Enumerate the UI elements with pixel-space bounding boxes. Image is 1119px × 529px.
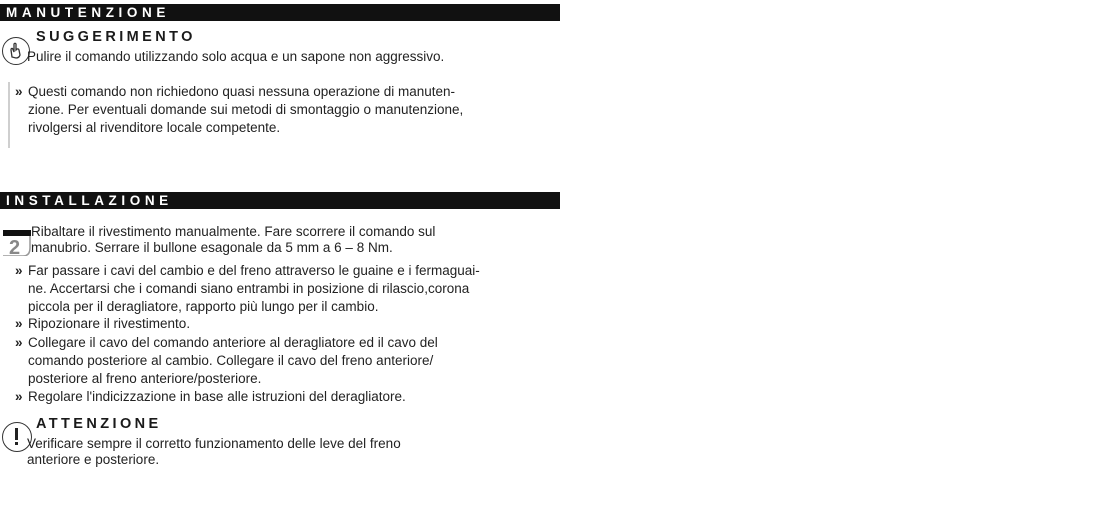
warning-text — [27, 436, 401, 468]
bullet: » — [15, 389, 23, 404]
maintenance-divider — [8, 82, 10, 148]
install-bullet-2 — [15, 315, 190, 333]
install-bullet-1-line-2: ne. Accertarsi che i comandi siano entrambi in posizione di rilascio,corona — [28, 281, 470, 296]
install-bullet-4-line-1: Regolare l'indicizzazione in base alle istruzioni del deragliatore. — [28, 389, 406, 404]
maintenance-line-3: rivolgersi al rivenditore locale competente. — [28, 120, 281, 135]
warning-title: ATTENZIONE — [36, 416, 162, 432]
maintenance-tip — [2, 29, 557, 73]
bullet: » — [15, 316, 23, 331]
maintenance-heading: MANUTENZIONE — [0, 4, 560, 21]
warning-line-2: anteriore e posteriore. — [27, 452, 160, 467]
installation-step-text — [31, 224, 435, 256]
step-number-2 — [3, 230, 27, 256]
svg-text:2: 2 — [9, 237, 21, 256]
install-bullet-1-line-1: Far passare i cavi del cambio e del freno attraverso le guaine e i fermaguai- — [28, 263, 480, 278]
install-bullet-3-line-2: comando posteriore al cambio. Collegare il cavo del freno anteriore/ — [28, 353, 434, 368]
step-line-1: Ribaltare il rivestimento manualmente. Fare scorrere il comando sul — [31, 224, 436, 239]
install-bullet-1 — [15, 262, 480, 316]
install-bullet-2-line-1: Ripozionare il rivestimento. — [28, 316, 191, 331]
bullet: » — [15, 263, 23, 278]
warning-line-1: Verificare sempre il corretto funzionamento delle leve del freno — [27, 436, 401, 451]
installation-step — [3, 225, 558, 261]
step-line-2: manubrio. Serrare il bullone esagonale da 5 mm a 6 – 8 Nm. — [31, 240, 393, 255]
install-bullet-3-line-3: posteriore al freno anteriore/posteriore. — [28, 371, 262, 386]
installation-warning — [2, 416, 557, 529]
maintenance-paragraph — [15, 83, 463, 137]
maintenance-line-1: Questi comando non richiedono quasi nessuna operazione di manuten- — [28, 84, 456, 99]
maintenance-tip-title: SUGGERIMENTO — [36, 29, 196, 45]
maintenance-line-2: zione. Per eventuali domande sui metodi di smontaggio o manutenzione, — [28, 102, 464, 117]
install-bullet-3 — [15, 334, 438, 388]
hand-pointer-icon — [2, 37, 30, 65]
bullet: » — [15, 84, 23, 99]
installation-heading: INSTALLAZIONE — [0, 192, 560, 209]
install-bullet-4 — [15, 388, 406, 406]
maintenance-tip-text: Pulire il comando utilizzando solo acqua e un sapone non aggressivo. — [27, 49, 445, 64]
install-bullet-3-line-1: Collegare il cavo del comando anteriore al deragliatore ed il cavo del — [28, 335, 438, 350]
bullet: » — [15, 335, 23, 350]
install-bullet-1-line-3: piccola per il deragliatore, rapporto più lungo per il cambio. — [28, 299, 379, 314]
